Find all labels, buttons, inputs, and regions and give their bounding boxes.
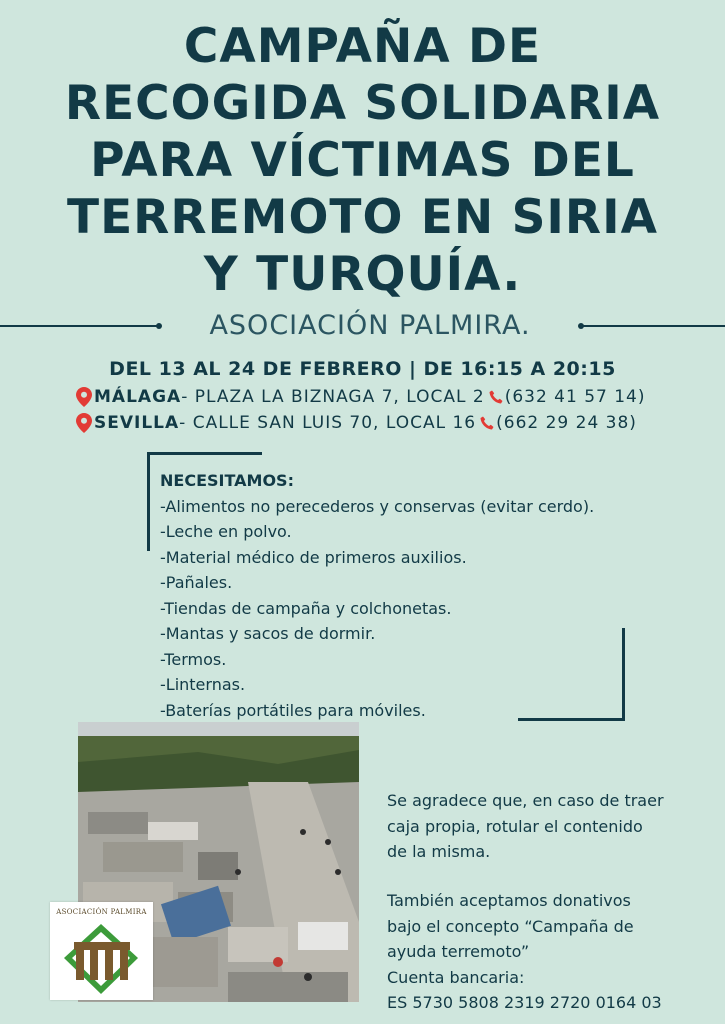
logo-text: ASOCIACIÓN PALMIRA	[56, 908, 147, 916]
title-line: Y TURQUÍA.	[203, 247, 522, 302]
list-item: -Material médico de primeros auxilios.	[160, 547, 467, 567]
list-item: -Linternas.	[160, 675, 246, 694]
location-address: - CALLE SAN LUIS 70, LOCAL 16	[179, 413, 477, 433]
palmira-emblem-icon	[50, 902, 153, 1000]
list-item: -Termos.	[160, 649, 227, 669]
location-address: - PLAZA LA BIZNAGA 7, LOCAL 2	[181, 387, 485, 407]
location-city: MÁLAGA	[94, 387, 182, 407]
location-malaga	[76, 387, 646, 407]
title-line: TERREMOTO EN SIRIA	[67, 190, 658, 245]
list-item: -Tiendas de campaña y colchonetas.	[160, 598, 452, 618]
title-line: PARA VÍCTIMAS DEL	[90, 133, 635, 188]
list-item: -Leche en polvo.	[160, 522, 292, 541]
divider-left	[0, 325, 160, 327]
palmira-logo	[50, 902, 153, 1000]
list-item: -Pañales.	[160, 573, 233, 592]
box-labeling-note: Se agradece que, en caso de traer caja propia, rotular el contenido de la misma.	[387, 791, 664, 861]
list-item: -Baterías portátiles para móviles.	[160, 700, 426, 720]
list-item: -Mantas y sacos de dormir.	[160, 624, 376, 643]
organization-row	[0, 306, 725, 346]
schedule-text: DEL 13 AL 24 DE FEBRERO | DE 16:15 A 20:15	[109, 358, 616, 380]
location-pin-icon	[76, 413, 92, 433]
location-phone: (632 41 57 14)	[504, 387, 646, 407]
title-line: RECOGIDA SOLIDARIA	[64, 76, 661, 131]
location-phone: (662 29 24 38)	[496, 413, 637, 433]
location-pin-icon	[76, 387, 92, 407]
list-item: -Alimentos no perecederos y conservas (evitar cerdo).	[160, 496, 595, 516]
campaign-title	[0, 18, 725, 303]
location-sevilla	[76, 413, 637, 433]
organization-name: ASOCIACIÓN PALMIRA.	[209, 310, 531, 341]
needs-list	[160, 468, 594, 723]
divider-right	[580, 325, 725, 327]
needs-heading: NECESITAMOS:	[160, 471, 294, 490]
phone-icon	[480, 416, 494, 430]
title-line: CAMPAÑA DE	[183, 19, 542, 74]
donation-info: También aceptamos donativos bajo el concepto “Campaña de ayuda terremoto” Cuenta bancaria: ES 5730 5808 2319 2720 0164 03	[387, 891, 662, 1012]
phone-icon	[489, 390, 503, 404]
location-city: SEVILLA	[94, 413, 180, 433]
